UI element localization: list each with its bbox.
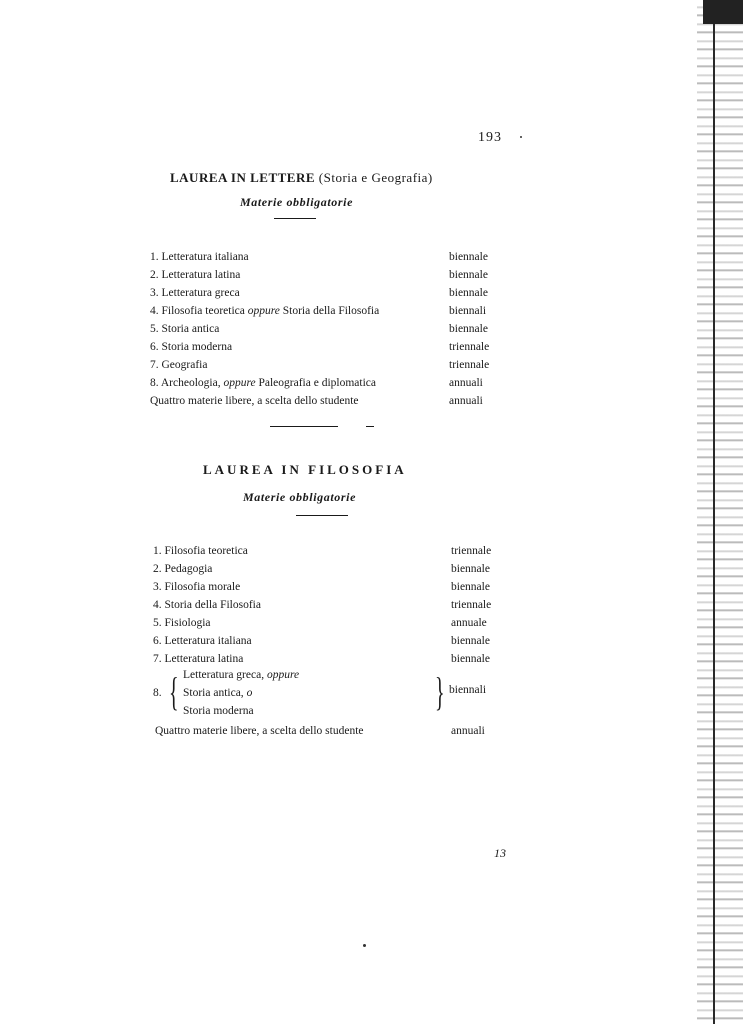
- section-title-lettere: [170, 170, 433, 186]
- page-edge-shadow: [697, 0, 743, 1024]
- list-item: [155, 722, 515, 740]
- course-duration: biennale: [451, 563, 490, 575]
- left-brace-icon: {: [169, 669, 179, 714]
- section-subtitle-filosofia: Materie obbligatorie: [243, 490, 356, 504]
- course-name-part: Storia della Filosofia: [279, 305, 380, 317]
- course-name-part: Paleografia e diplomatica: [255, 377, 376, 389]
- course-duration: biennale: [451, 581, 490, 593]
- group-number: 8.: [153, 687, 162, 699]
- course-name: 6. Storia moderna: [150, 341, 233, 353]
- course-duration: annuali: [451, 725, 485, 737]
- list-item: [150, 320, 510, 338]
- list-item: [153, 614, 513, 632]
- subtitle-rule: [296, 515, 348, 516]
- right-brace-icon: }: [435, 669, 445, 714]
- course-duration: biennale: [449, 251, 488, 263]
- course-name: 2. Letteratura latina: [150, 269, 241, 281]
- course-duration: biennali: [449, 684, 487, 696]
- section-divider-tail: [366, 426, 374, 427]
- course-name: 4. Storia della Filosofia: [153, 599, 261, 611]
- course-name: 3. Letteratura greca: [150, 287, 240, 299]
- course-name: [150, 302, 379, 320]
- course-duration: biennali: [449, 305, 487, 317]
- list-item: [150, 284, 510, 302]
- option-text: Storia moderna: [183, 705, 254, 717]
- option-italic: oppure: [266, 669, 300, 681]
- course-list-filosofia-last: [155, 722, 515, 740]
- section-subtitle-lettere: Materie obbligatorie: [240, 195, 353, 209]
- course-duration: triennale: [449, 359, 490, 371]
- list-item: [153, 596, 513, 614]
- course-duration: triennale: [451, 599, 492, 611]
- course-list-lettere: [150, 248, 510, 410]
- course-duration: biennale: [451, 635, 490, 647]
- course-name: Quattro materie libere, a scelta dello studente: [150, 395, 359, 407]
- course-name: 7. Letteratura latina: [153, 653, 244, 665]
- course-name: 3. Filosofia morale: [153, 581, 241, 593]
- course-name: 6. Letteratura italiana: [153, 635, 252, 647]
- course-name: [150, 374, 376, 392]
- list-item: [150, 302, 510, 320]
- ink-speck: [363, 944, 366, 947]
- course-name: 5. Fisiologia: [153, 617, 211, 629]
- section-title-main: LAUREA IN LETTERE: [170, 170, 316, 185]
- list-item: [150, 356, 510, 374]
- course-duration: annuali: [449, 395, 483, 407]
- option-text: Letteratura greca,: [183, 669, 267, 681]
- list-item: [153, 578, 513, 596]
- course-duration: triennale: [451, 545, 492, 557]
- page-edge-line: [713, 0, 715, 1024]
- course-name-part: 4. Filosofia teoretica: [150, 305, 248, 317]
- list-item: [150, 248, 510, 266]
- course-duration: biennale: [451, 653, 490, 665]
- course-duration: biennale: [449, 269, 488, 281]
- list-item: [150, 374, 510, 392]
- group-option: [183, 702, 299, 720]
- option-text: Storia antica,: [183, 687, 247, 699]
- group-option: [183, 684, 299, 702]
- course-duration: annuali: [449, 377, 483, 389]
- course-name-italic: oppure: [247, 305, 280, 317]
- course-name: Quattro materie libere, a scelta dello studente: [155, 725, 364, 737]
- course-name: 1. Letteratura italiana: [150, 251, 249, 263]
- page-corner-mark: [703, 0, 743, 24]
- section-title-paren: (Storia e Geografia): [318, 170, 433, 185]
- list-item: [150, 392, 510, 410]
- course-name: 5. Storia antica: [150, 323, 220, 335]
- course-name: 2. Pedagogia: [153, 563, 213, 575]
- list-item: [153, 632, 513, 650]
- course-duration: biennale: [449, 287, 488, 299]
- section-divider: [270, 426, 338, 427]
- page-number: 193: [478, 130, 502, 145]
- list-item: [150, 338, 510, 356]
- group-option: [183, 666, 299, 684]
- course-list-filosofia: [153, 542, 513, 668]
- course-duration: triennale: [449, 341, 490, 353]
- list-item: [153, 560, 513, 578]
- ink-speck: [520, 136, 522, 138]
- course-name-part: 8. Archeologia,: [150, 377, 224, 389]
- subtitle-rule: [274, 218, 316, 219]
- course-name: 7. Geografia: [150, 359, 208, 371]
- course-name: 1. Filosofia teoretica: [153, 545, 248, 557]
- list-item: [150, 266, 510, 284]
- course-duration: annuale: [451, 617, 487, 629]
- course-name-italic: oppure: [223, 377, 256, 389]
- section-title-filosofia: LAUREA IN FILOSOFIA: [203, 462, 407, 477]
- option-italic: o: [246, 687, 253, 699]
- group-options: [183, 666, 299, 720]
- course-duration: biennale: [449, 323, 488, 335]
- signature-mark: 13: [494, 846, 506, 860]
- list-item: [153, 542, 513, 560]
